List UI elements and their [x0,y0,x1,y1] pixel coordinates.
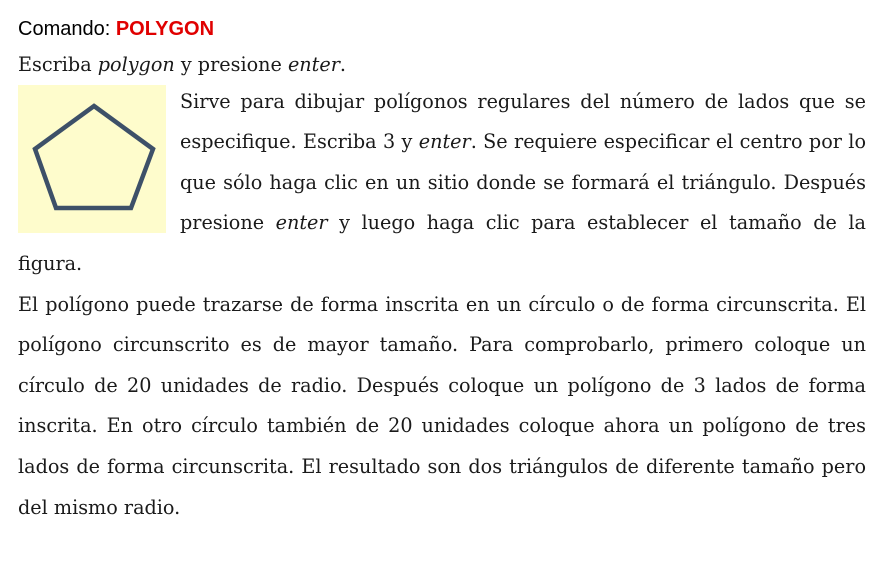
intro-prefix: Escriba [18,53,98,76]
paragraph1-part1: Sirve para dibujar polígonos regulares del número de lados que se especifique. Escriba 3 y [180,89,866,154]
intro-key: enter [287,53,340,76]
command-name: POLYGON [115,18,215,40]
intro-middle: y presione [174,53,288,76]
command-label: Comando: [18,18,116,40]
document-page [18,14,866,528]
paragraph1-key2: enter [275,211,328,235]
intro-suffix: . [339,53,347,76]
pentagon-figure [18,85,166,233]
command-heading [18,14,866,44]
paragraph1-key1: enter [418,130,471,154]
intro-instruction [18,45,866,86]
pentagon-icon [18,85,166,233]
intro-keyword: polygon [97,53,175,76]
paragraph-polygon-description [18,82,866,285]
paragraph1-part3: y luego haga clic para establecer el tamaño de la figura. [18,211,866,275]
paragraph-inscribed-circumscribed: El polígono puede trazarse de forma inscrita en un círculo o de forma circunscrita. El polígono circunscrito es de mayor tamaño. Para comprobarlo, primero coloque un círculo de 20 unidades de radio. Después coloque un polígono de 3 lados de forma inscrita. En otro círculo también de 20 unidades coloque ahora un polígono de tres lados de forma circunscrita. El resultado son dos triángulos de diferente tamaño pero del mismo radio. [18,292,866,519]
paragraph1-part2: . Se requiere especificar el centro por lo que sólo haga clic en un sitio donde se formará el triángulo. Después presione [180,130,866,235]
pentagon-shape [35,106,153,208]
